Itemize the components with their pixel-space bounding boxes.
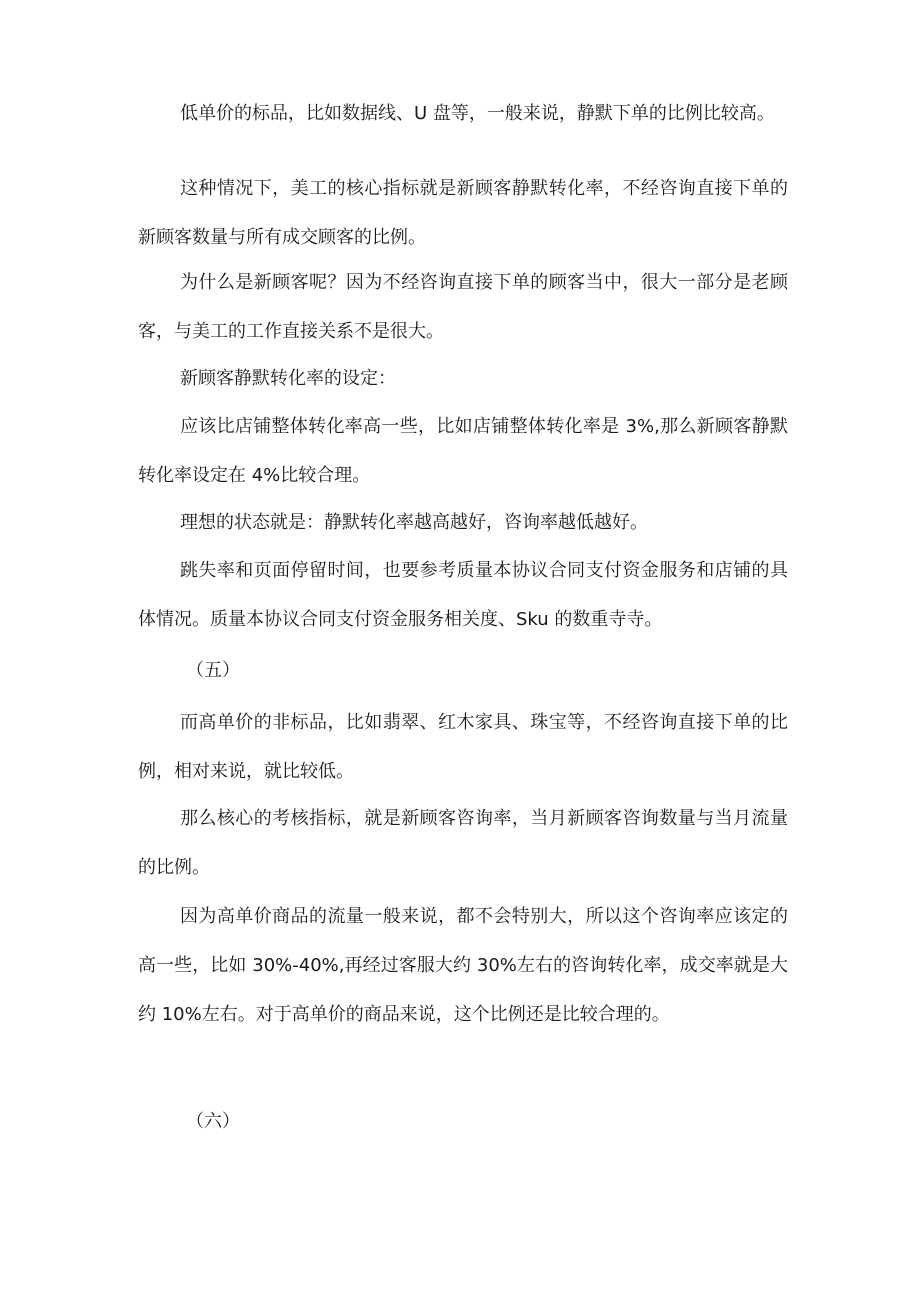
paragraph-bounce-rate: 跳失率和页面停留时间，也要参考质量本协议合同支付资金服务和店铺的具体情况。质量本协议合同支付资金服务相关度、Sku 的数重寺寺。 [138, 560, 788, 630]
section-heading-five: （五） [186, 660, 240, 681]
section-heading-six: （六） [186, 1111, 240, 1132]
paragraph-why-new-customers: 为什么是新顾客呢？因为不经咨询直接下单的顾客当中，很大一部分是老顾客，与美工的工作直接关系不是很大。 [138, 272, 788, 342]
paragraph-consult-rate-metric: 那么核心的考核指标，就是新顾客咨询率，当月新顾客咨询数量与当月流量的比例。 [138, 808, 788, 878]
paragraph-setting-heading: 新顾客静默转化率的设定： [180, 368, 396, 389]
paragraph-high-price-traffic: 因为高单价商品的流量一般来说，都不会特别大，所以这个咨询率应该定的高一些，比如 30%-40%,再经过客服大约 30%左右的咨询转化率，成交率就是大约 10%左右。对于高单价的商品来说，这个比例还是比较合理的。 [138, 906, 788, 1025]
paragraph-high-price-items: 而高单价的非标品，比如翡翠、红木家具、珠宝等，不经咨询直接下单的比例，相对来说，就比较低。 [138, 712, 788, 782]
paragraph-low-price-items: 低单价的标品，比如数据线、U 盘等，一般来说，静默下单的比例比较高。 [180, 103, 775, 124]
paragraph-silent-conversion-metric: 这种情况下，美工的核心指标就是新顾客静默转化率，不经咨询直接下单的新顾客数量与所有成交顾客的比例。 [138, 178, 788, 248]
paragraph-ideal-state: 理想的状态就是：静默转化率越高越好，咨询率越低越好。 [180, 512, 648, 533]
paragraph-setting-rule: 应该比店铺整体转化率高一些，比如店铺整体转化率是 3%,那么新顾客静默转化率设定在 4%比较合理。 [138, 416, 788, 486]
